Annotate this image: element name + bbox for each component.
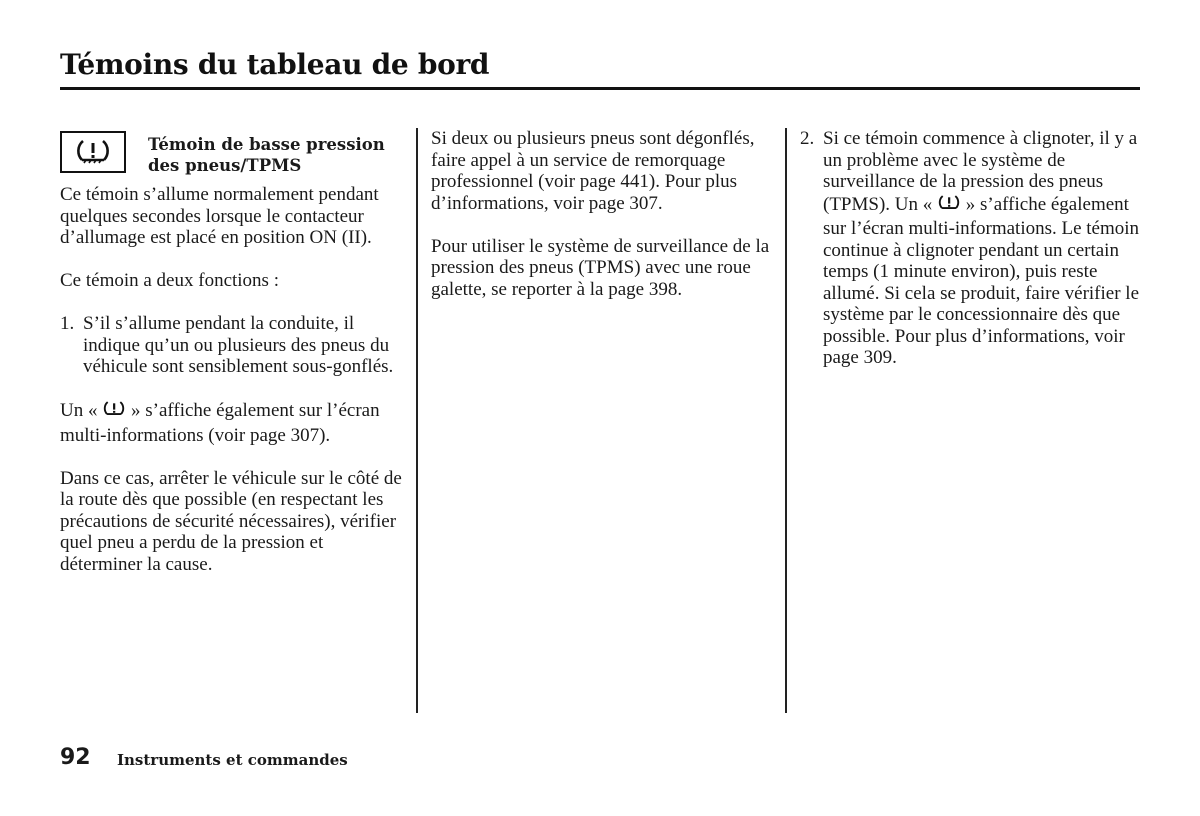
paragraph: Ce témoin a deux fonctions : (60, 270, 279, 291)
page-number: 92 (60, 745, 91, 770)
column-left (60, 128, 405, 597)
page-title: Témoins du tableau de bord (60, 48, 490, 81)
text-segment: » s’affiche également sur l’écran multi-informations (voir page 307). (60, 400, 380, 446)
list-item (800, 128, 1140, 369)
tpms-warning-icon (60, 131, 126, 173)
tpms-warning-icon (102, 399, 126, 425)
text-segment: Un « (60, 400, 98, 421)
column-middle (431, 128, 771, 322)
title-rule (60, 87, 1140, 90)
warning-title: Témoin de basse pression des pneus/TPMS (148, 135, 385, 175)
paragraph: Pour utiliser le système de surveillance de la pression des pneus (TPMS) avec une roue galette, se reporter à la page 398. (431, 235, 770, 300)
text-segment: Si ce témoin commence à clignoter, il y a un problème avec le système de surveillance de la pression des pneus (TPMS). Un « (823, 128, 1138, 215)
list-item (60, 313, 405, 378)
section-name: Instruments et commandes (117, 751, 348, 769)
paragraph (60, 399, 405, 446)
tpms-warning-icon (937, 193, 961, 219)
column-divider (416, 128, 418, 713)
list-text: S’il s’allume pendant la conduite, il indique qu’un ou plusieurs des pneus du véhicule sont sensiblement sous-gonflés. (83, 313, 394, 377)
column-right (800, 128, 1140, 390)
paragraph: Si deux ou plusieurs pneus sont dégonflés, faire appel à un service de remorquage professionnel (voir page 441). Pour plus d’informations, voir page 307. (431, 128, 755, 214)
column-divider (785, 128, 787, 713)
warning-header (60, 128, 405, 178)
list-number: 1. (60, 313, 75, 334)
text-segment: » s’affiche également sur l’écran multi-informations. Le témoin continue à clignoter pendant un certain temps (1 minute environ), puis reste allumé. Si cela se produit, faire vérifier le système par le concessionnaire dès que possible. Pour plus d’informations, voir page 309. (823, 193, 1140, 368)
paragraph: Dans ce cas, arrêter le véhicule sur le côté de la route dès que possible (en respectant les précautions de sécurité nécessaires), vérifier quel pneu a perdu de la pression et déterminer la cause. (60, 467, 402, 575)
paragraph: Ce témoin s’allume normalement pendant quelques secondes lorsque le contacteur d’allumage est placé en position ON (II). (60, 184, 379, 248)
list-number: 2. (800, 128, 815, 149)
